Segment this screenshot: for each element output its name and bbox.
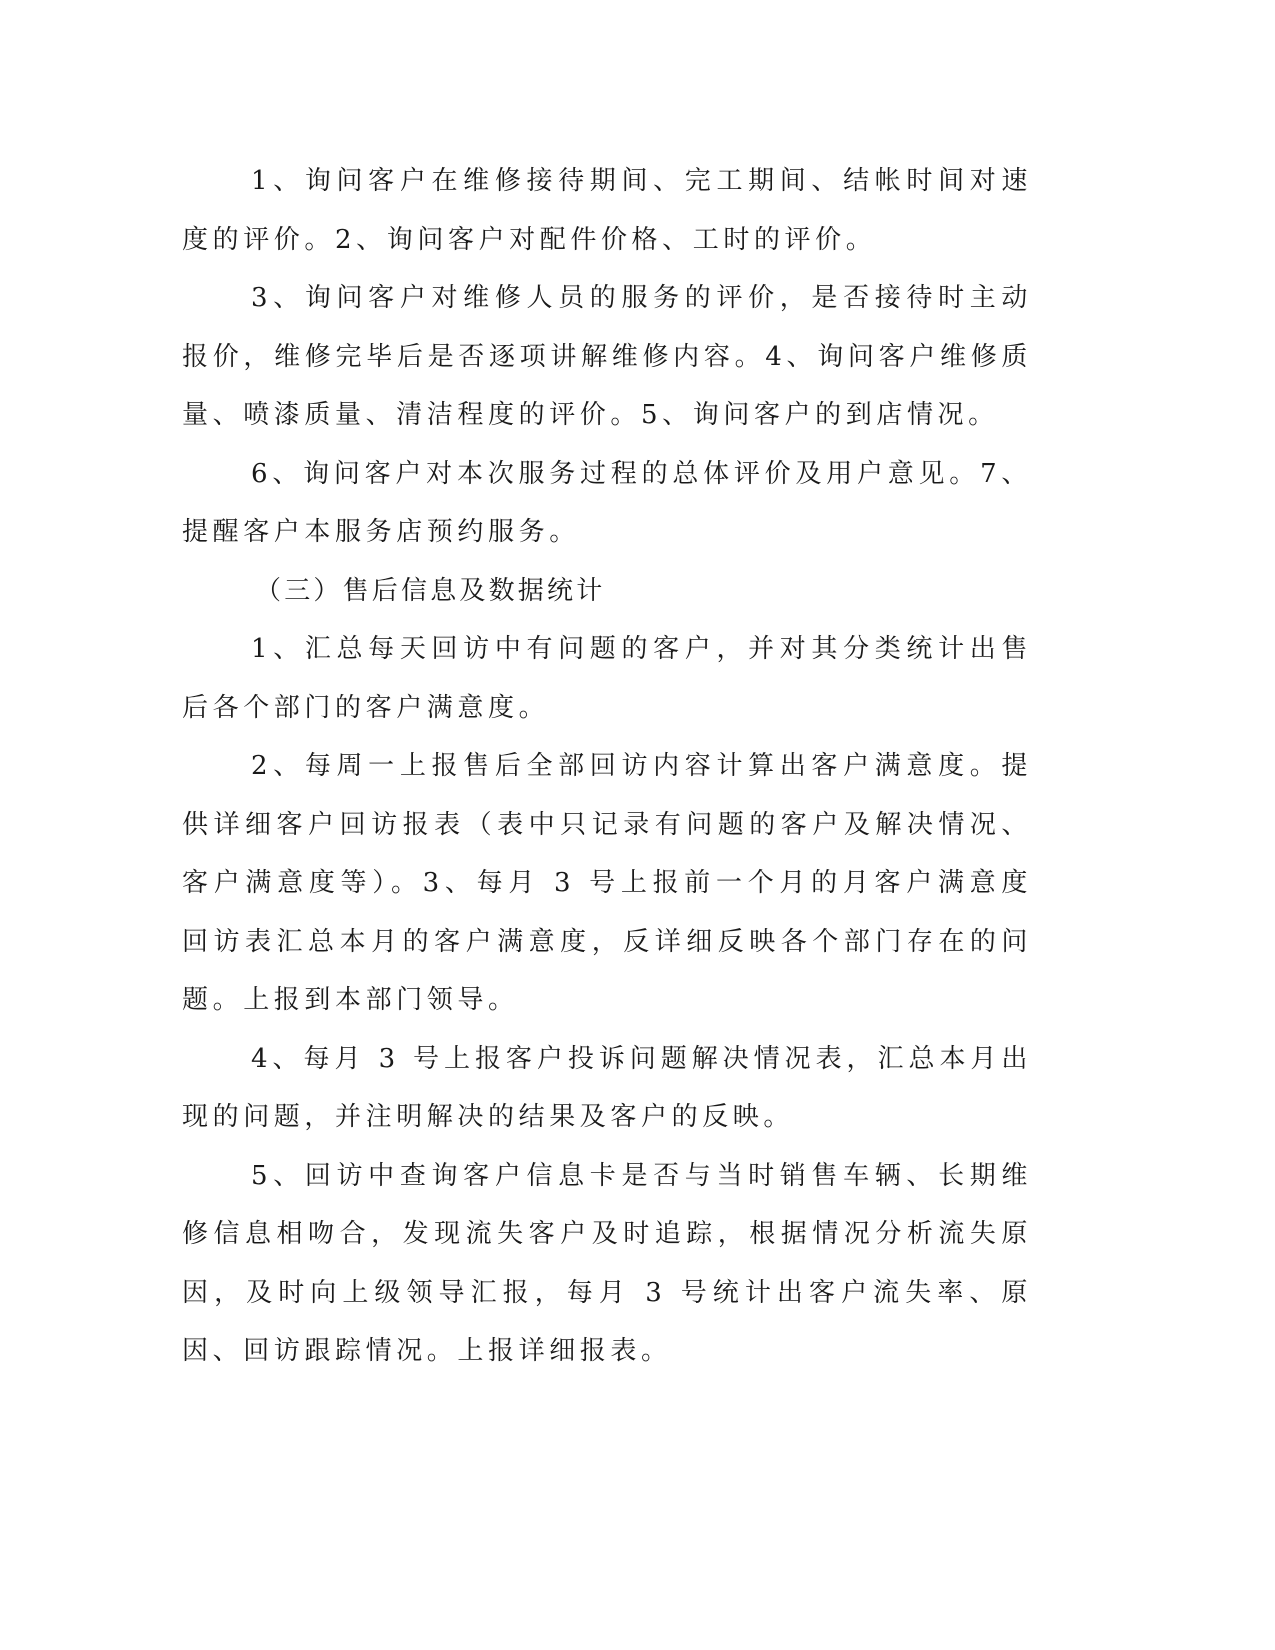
paragraph-service-and-quality-questions: 3、询问客户对维修人员的服务的评价，是否接待时主动报价，维修完毕后是否逐项讲解维修内容。4、询问客户维修质量、喷漆质量、清洁程度的评价。5、询问客户的到店情况。 bbox=[182, 283, 1032, 430]
document-body bbox=[182, 152, 1032, 1381]
paragraph-speed-and-price-questions: 1、询问客户在维修接待期间、完工期间、结帐时间对速度的评价。2、询问客户对配件价格、工时的评价。 bbox=[182, 166, 1032, 255]
paragraph-daily-summary: 1、汇总每天回访中有问题的客户，并对其分类统计出售后各个部门的客户满意度。 bbox=[182, 634, 1032, 723]
paragraph-overall-evaluation: 6、询问客户对本次服务过程的总体评价及用户意见。7、提醒客户本服务店预约服务。 bbox=[182, 458, 1032, 547]
paragraph-lost-customer-tracking: 5、回访中查询客户信息卡是否与当时销售车辆、长期维修信息相吻合，发现流失客户及时追踪，根据情况分析流失原因，及时向上级领导汇报，每月 3 号统计出客户流失率、原因、回访跟踪情况。上报详细报表。 bbox=[182, 1160, 1032, 1366]
paragraph-complaint-report: 4、每月 3 号上报客户投诉问题解决情况表，汇总本月出现的问题，并注明解决的结果及客户的反映。 bbox=[182, 1043, 1032, 1132]
paragraph-weekly-monthly-report: 2、每周一上报售后全部回访内容计算出客户满意度。提供详细客户回访报表（表中只记录有问题的客户及解决情况、客户满意度等）。3、每月 3 号上报前一个月的月客户满意度回访表汇总本月的客户满意度，反详细反映各个部门存在的问题。上报到本部门领导。 bbox=[182, 751, 1032, 1015]
section-heading-statistics: （三）售后信息及数据统计 bbox=[255, 575, 606, 606]
